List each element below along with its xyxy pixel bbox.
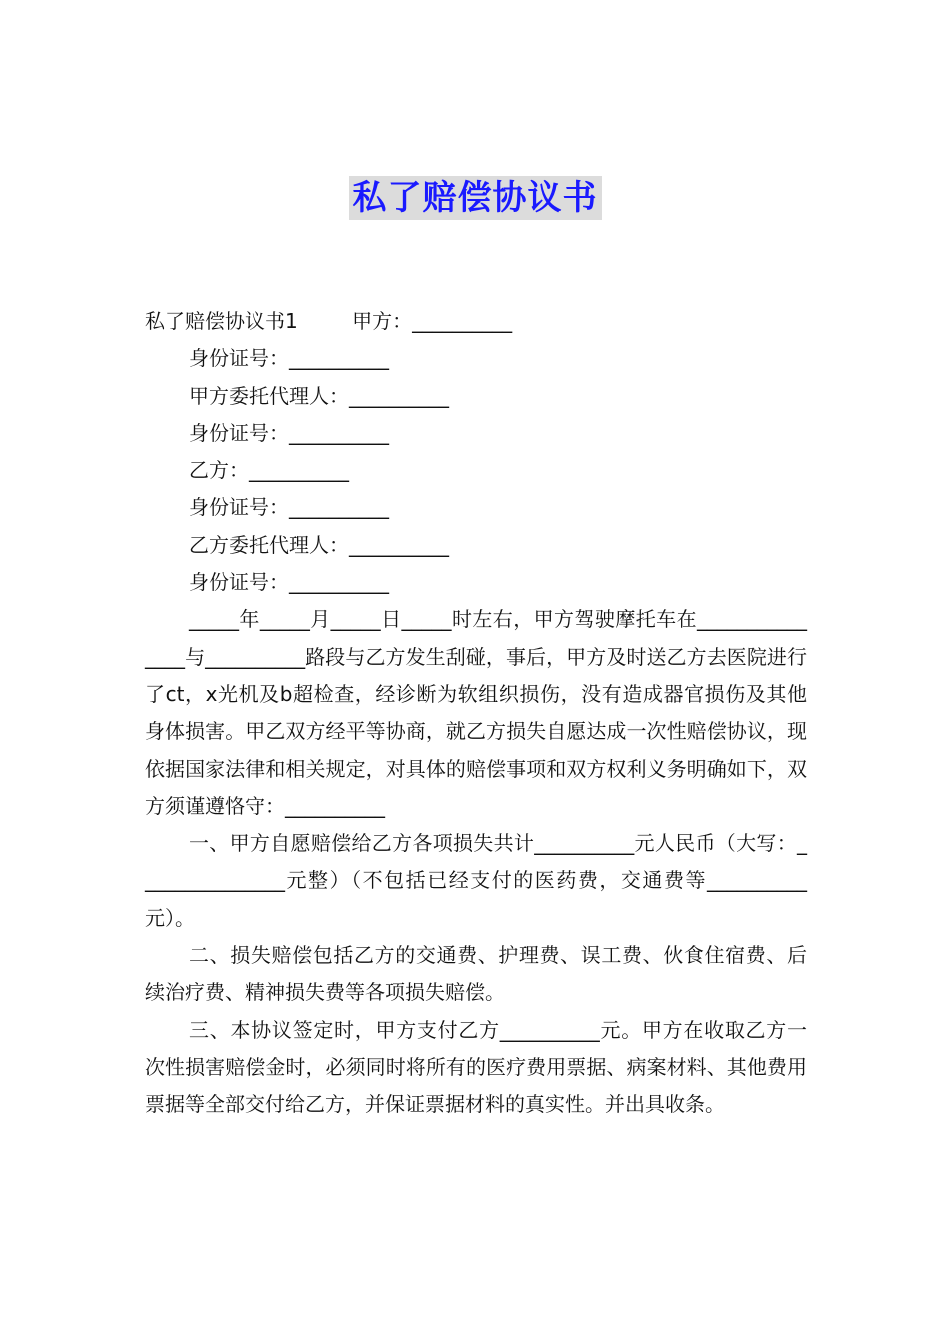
- paragraph-clause-3: 三、本协议签定时，甲方支付乙方__________元。甲方在收取乙方一次性损害赔偿金时，必须同时将所有的医疗费用票据、病案材料、其他费用票据等全部交付给乙方，并保证票据材料的真实性。并出具收条。: [145, 1017, 807, 1117]
- party-b-agent-field: 乙方委托代理人：__________: [189, 532, 449, 557]
- document-title: 私了赔偿协议书: [349, 176, 602, 220]
- party-b-id-field: 身份证号：__________: [189, 495, 389, 520]
- document-body: [145, 303, 807, 1124]
- party-a-agent-field: 甲方委托代理人：__________: [189, 383, 449, 408]
- paragraph-clause-2: 二、损失赔偿包括乙方的交通费、护理费、误工费、伙食住宿费、后续治疗费、精神损失费等各项损失赔偿。: [145, 943, 807, 1005]
- title-container: [0, 176, 950, 220]
- party-b-agent-id-field: 身份证号：__________: [189, 570, 389, 595]
- paragraph-clause-1: 一、甲方自愿赔偿给乙方各项损失共计__________元人民币（大写：_______________元整）（不包括已经支付的医药费，交通费等__________元）。: [145, 831, 807, 930]
- party-a-id-field: 身份证号：__________: [189, 346, 389, 371]
- party-a-field: 甲方：__________: [352, 309, 513, 333]
- header-line: [145, 303, 807, 340]
- party-b-field: 乙方：__________: [189, 458, 349, 483]
- party-a-agent-id-field: 身份证号：__________: [189, 420, 389, 445]
- paragraph-incident: _____年_____月_____日_____时左右，甲方驾驶摩托车在_______________与__________路段与乙方发生刮碰，事后，甲方及时送乙方去医院进行了ct，x光机及b超检查，经诊断为软组织损伤，没有造成器官损伤及其他身体损害。甲乙双方经平等协商，就乙方损失自愿达成一次性赔偿协议，现依据国家法律和相关规定，对具体的赔偿事项和双方权利义务明确如下，双方须谨遵恪守：__________: [145, 607, 807, 818]
- header-line-left: 私了赔偿协议书1: [145, 309, 298, 333]
